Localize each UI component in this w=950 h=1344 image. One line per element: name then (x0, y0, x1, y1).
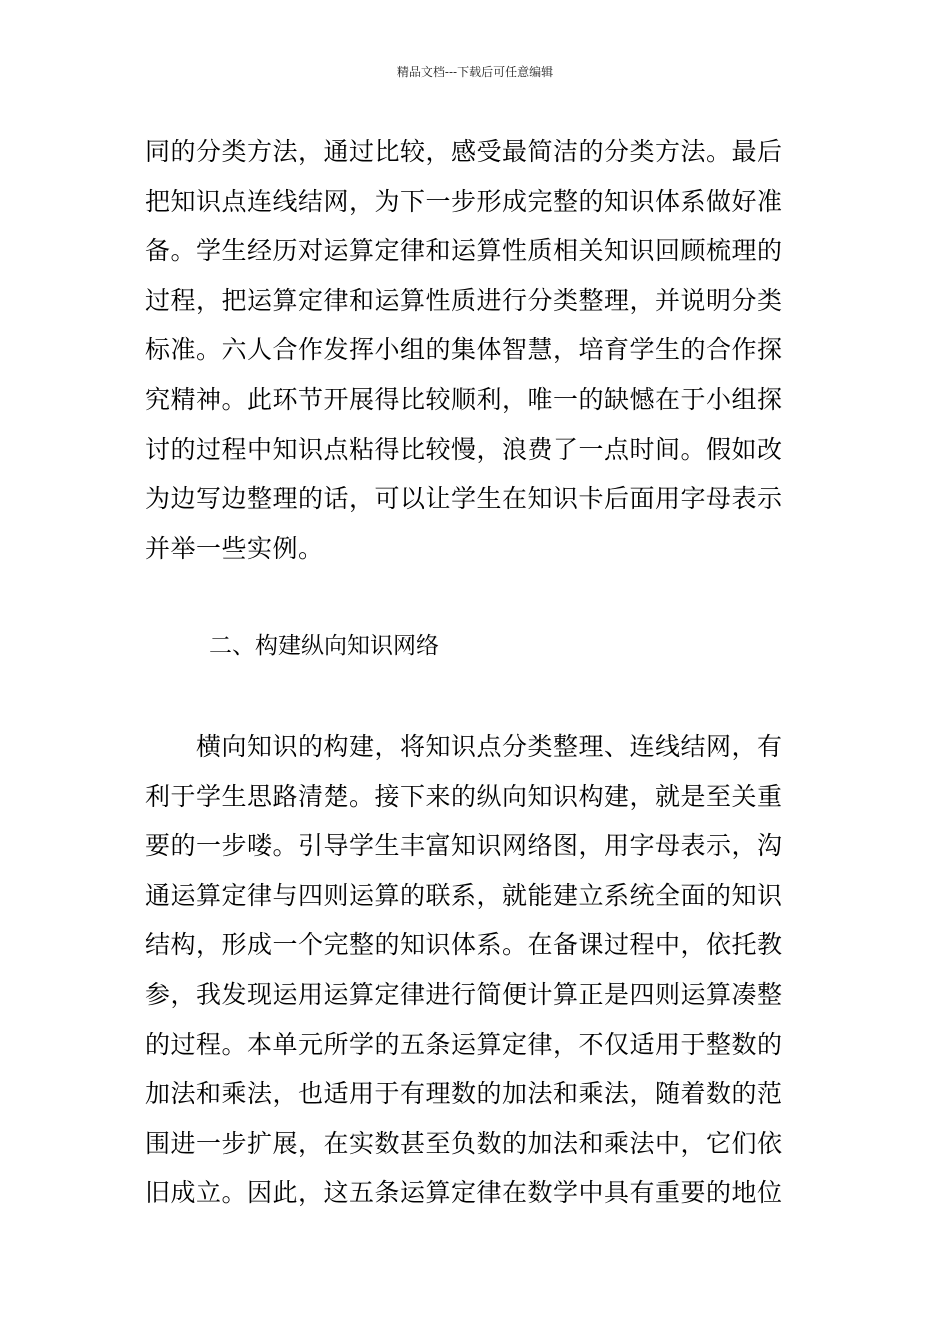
text-line: 同的分类方法，通过比较，感受最简洁的分类方法。最后 (145, 137, 783, 166)
text-line: 究精神。此环节开展得比较顺利，唯一的缺憾在于小组探 (145, 384, 783, 414)
text-line: 过程，把运算定律和运算性质进行分类整理，并说明分类 (145, 285, 783, 315)
text-line: 旧成立。因此，这五条运算定律在数学中具有重要的地位 (145, 1178, 783, 1208)
text-line: 标准。六人合作发挥小组的集体智慧，培育学生的合作探 (145, 335, 783, 365)
text-line: 的过程。本单元所学的五条运算定律，不仅适用于整数的 (145, 1029, 783, 1059)
text-line: 讨的过程中知识点粘得比较慢，浪费了一点时间。假如改 (145, 434, 783, 464)
text-line: 为边写边整理的话，可以让学生在知识卡后面用字母表示 (145, 484, 783, 514)
text-line: 利于学生思路清楚。接下来的纵向知识构建，就是至关重 (145, 781, 783, 811)
text-line: 围进一步扩展，在实数甚至负数的加法和乘法中，它们依 (145, 1128, 783, 1158)
text-line: 横向知识的构建，将知识点分类整理、连线结网，有 (145, 732, 783, 761)
text-line: 通运算定律与四则运算的联系，就能建立系统全面的知识 (145, 880, 783, 910)
text-line: 要的一步喽。引导学生丰富知识网络图，用字母表示，沟 (145, 831, 783, 861)
text-line: 备。学生经历对运算定律和运算性质相关知识回顾梳理的 (145, 236, 783, 266)
paragraph-2 (145, 722, 807, 1218)
text-line: 并举一些实例。 (145, 533, 324, 563)
section-heading: 二、构建纵向知识网络 (209, 633, 439, 659)
text-line: 加法和乘法，也适用于有理数的加法和乘法，随着数的范 (145, 1079, 783, 1109)
text-line: 把知识点连线结网，为下一步形成完整的知识体系做好准 (145, 186, 783, 216)
paragraph-1 (145, 127, 807, 573)
page-header: 精品文档---下载后可任意编辑 (396, 65, 554, 79)
text-line: 结构，形成一个完整的知识体系。在备课过程中，依托教 (145, 930, 783, 960)
text-line: 参，我发现运用运算定律进行简便计算正是四则运算凑整 (145, 979, 783, 1009)
